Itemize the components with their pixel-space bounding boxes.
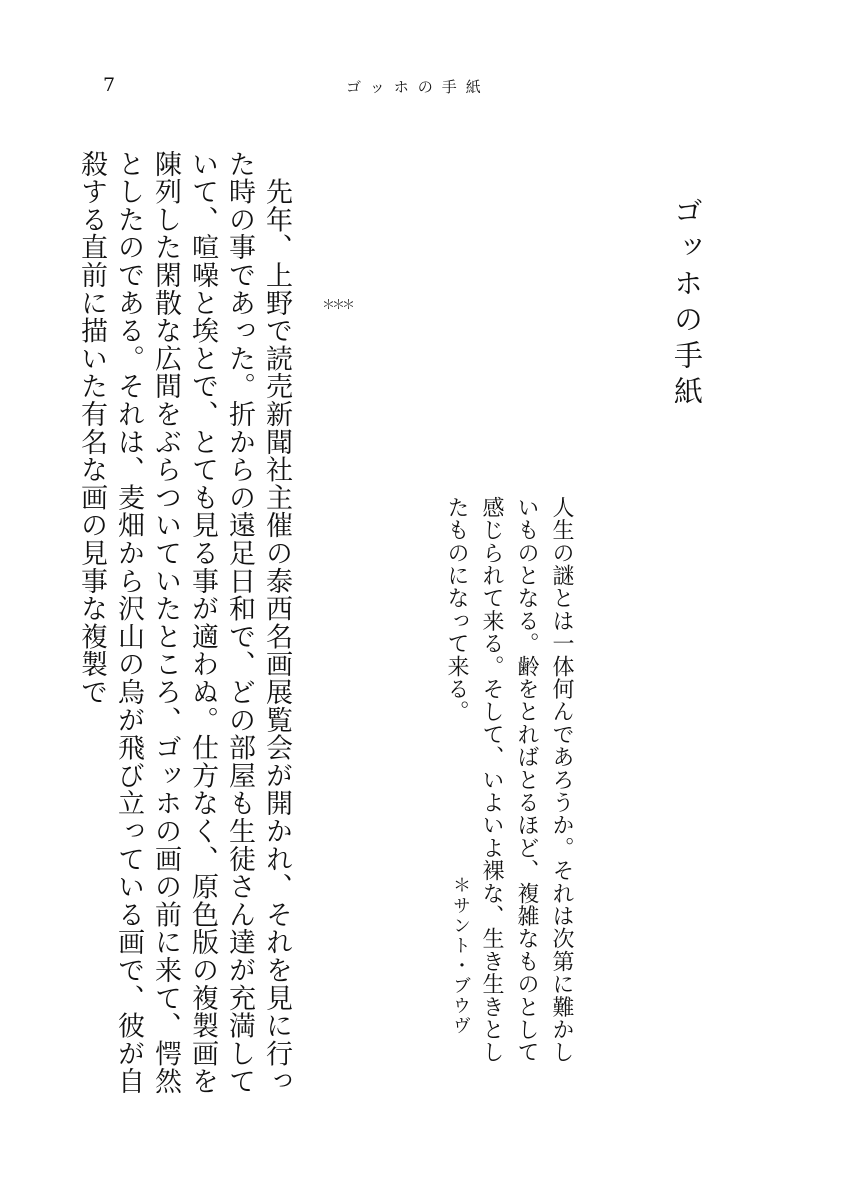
- divider-text: ＊＊＊: [322, 298, 353, 313]
- body-text: [73, 150, 295, 1110]
- page-number: 7: [103, 74, 116, 96]
- running-head: ゴッホの手紙: [346, 78, 490, 96]
- epigraph-text: 人生の謎とは一体何んであろうか。それは次第に難かしいものとなる。齢をとればとるほど、複雑なものとして感じられて来る。そして、いよいよ裸な、生き生きとしたものになって来る。: [444, 496, 574, 1064]
- section-divider-asterisks: [322, 300, 352, 312]
- essay-title: ゴッホの手紙: [670, 196, 704, 412]
- epigraph-attribution: ＊サント・ブウヴ: [450, 876, 471, 1036]
- body-paragraph: 先年、上野で読売新聞社主催の泰西名画展覧会が開かれ、それを見に行った時の事であった。折からの遠足日和で、どの部屋も生徒さん達が充満していて、喧噪と埃とで、とても見る事が適わぬ。仕方なく、原色版の複製画を陳列した閑散な広間をぶらついていたところ、ゴッホの画の前に来て、愕然としたのである。それは、麦畑から沢山の烏が飛び立っている画で、彼が自殺する直前に描いた有名な画の見事な複製で: [76, 150, 292, 1096]
